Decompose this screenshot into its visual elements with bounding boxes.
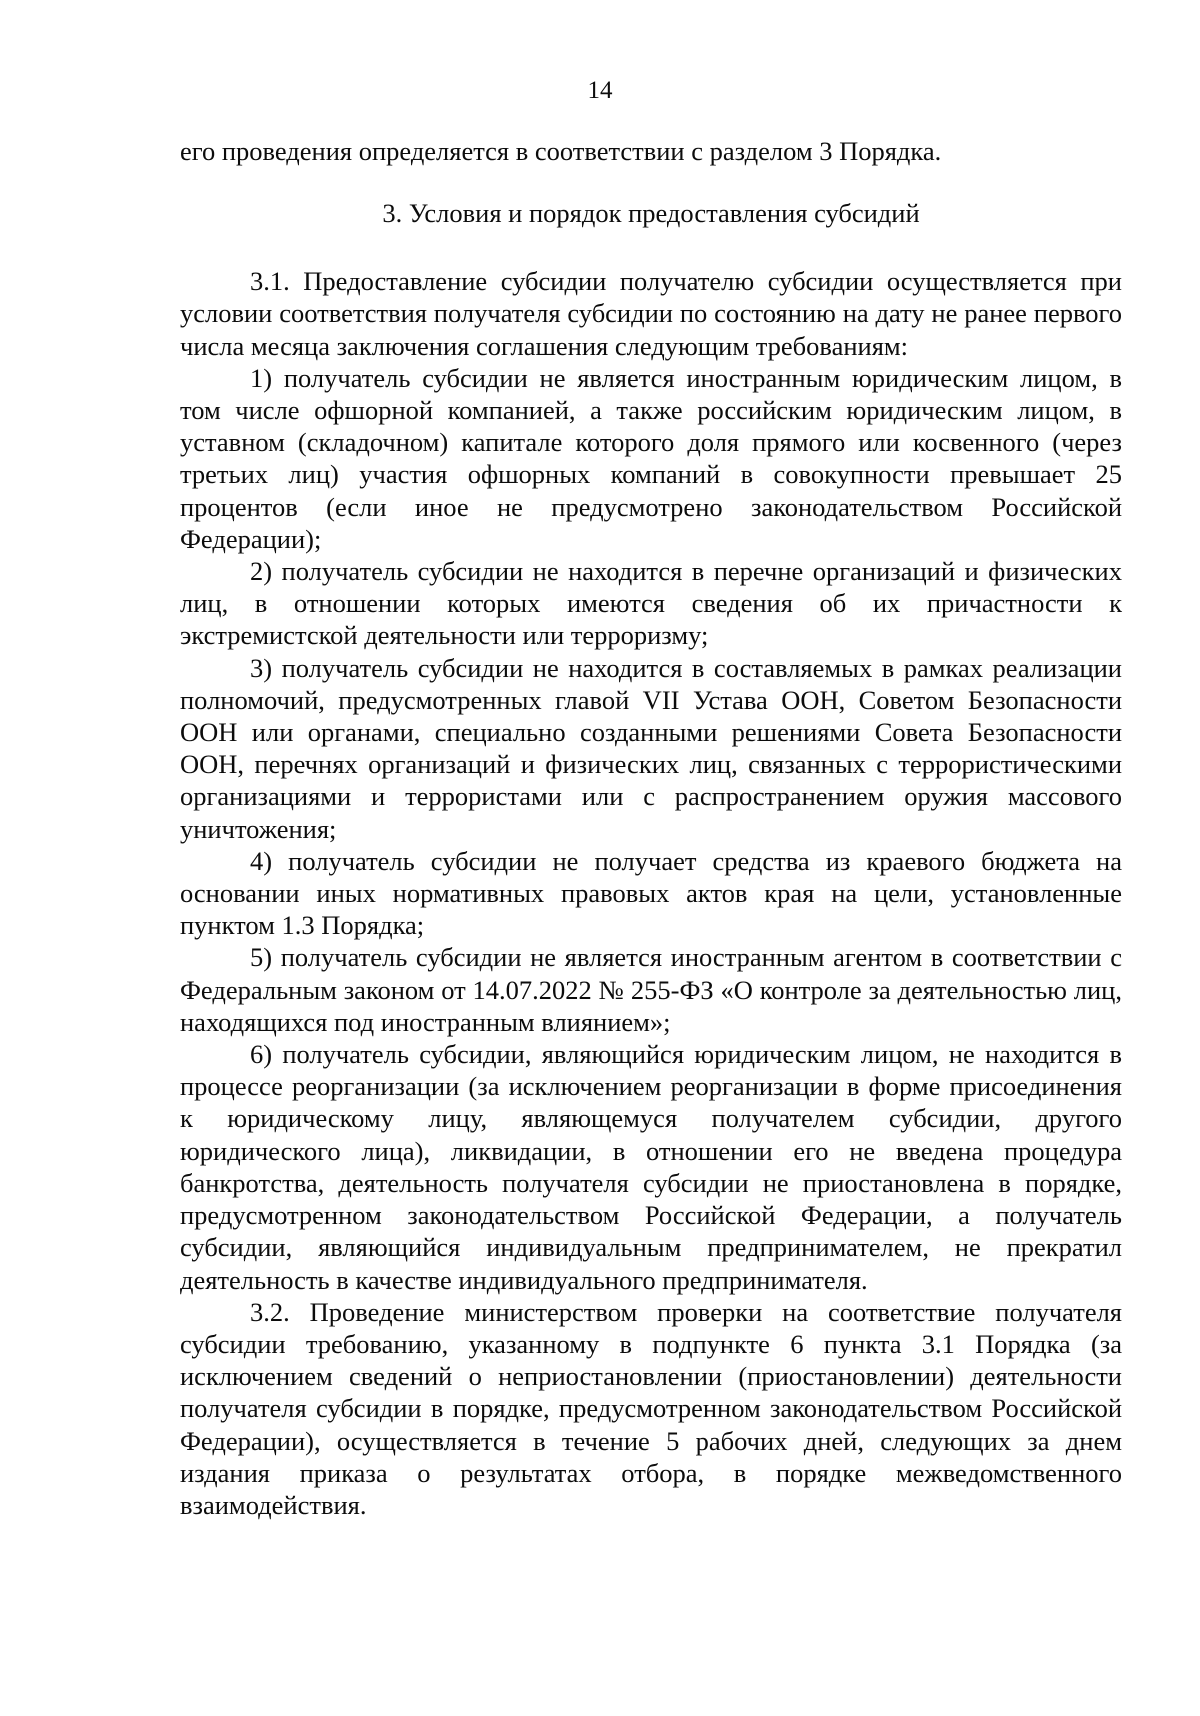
paragraph-item-2: 2) получатель субсидии не находится в перечне организаций и физических лиц, в отношении которых имеются сведения об их причастности к экстремистской деятельности или терроризму; — [180, 556, 1122, 651]
paragraph-item-1: 1) получатель субсидии не является иностранным юридическим лицом, в том числе офшорной компанией, а также российским юридическим лицом, в уставном (складочном) капитале которого доля прямого или косвенного (через третьих лиц) участия офшорных компаний в совокупности превышает 25 процентов (если иное не предусмотрено законодательством Российской Федерации); — [180, 362, 1122, 554]
paragraph-3-1: 3.1. Предоставление субсидии получателю субсидии осуществляется при условии соответствия получателя субсидии по состоянию на дату не ранее первого числа месяца заключения соглашения следующим требованиям: — [180, 266, 1122, 361]
section-heading: 3. Условия и порядок предоставления субсидий — [382, 198, 920, 229]
page-number: 14 — [587, 77, 613, 104]
paragraph-3-2: 3.2. Проведение министерством проверки на соответствие получателя субсидии требованию, указанному в подпункте 6 пункта 3.1 Порядка (за исключением сведений о неприостановлении (приостановлении) деятельности получателя субсидии в порядке, предусмотренном законодательством Российской Федерации), осуществляется в течение 5 рабочих дней, следующих за днем издания приказа о результатах отбора, в порядке межведомственного взаимодействия. — [180, 1296, 1122, 1520]
paragraph-item-6: 6) получатель субсидии, являющийся юридическим лицом, не находится в процессе реорганизации (за исключением реорганизации в форме присоединения к юридическому лицу, являющемуся получателем субсидии, другого юридического лица), ликвидации, в отношении его не введена процедура банкротства, деятельность получателя субсидии не приостановлена в порядке, предусмотренном законодательством Российской Федерации, а получатель субсидии, являющийся индивидуальным предпринимателем, не прекратил деятельность в качестве индивидуального предпринимателя. — [180, 1039, 1122, 1295]
paragraph-item-5: 5) получатель субсидии не является иностранным агентом в соответствии с Федеральным законом от 14.07.2022 № 255-ФЗ «О контроле за деятельностью лиц, находящихся под иностранным влиянием»; — [180, 942, 1122, 1037]
document-body — [180, 135, 1122, 1521]
paragraph-item-3: 3) получатель субсидии не находится в составляемых в рамках реализации полномочий, предусмотренных главой VII Устава ООН, Советом Безопасности ООН или органами, специально созданными решениями Совета Безопасности ООН, перечнях организаций и физических лиц, связанных с террористическими организациями и террористами или с распространением оружия массового уничтожения; — [180, 652, 1122, 844]
paragraph-item-4: 4) получатель субсидии не получает средства из краевого бюджета на основании иных нормативных правовых актов края на цели, установленные пунктом 1.3 Порядка; — [180, 845, 1122, 941]
continuation-line: его проведения определяется в соответствии с разделом 3 Порядка. — [180, 136, 942, 166]
